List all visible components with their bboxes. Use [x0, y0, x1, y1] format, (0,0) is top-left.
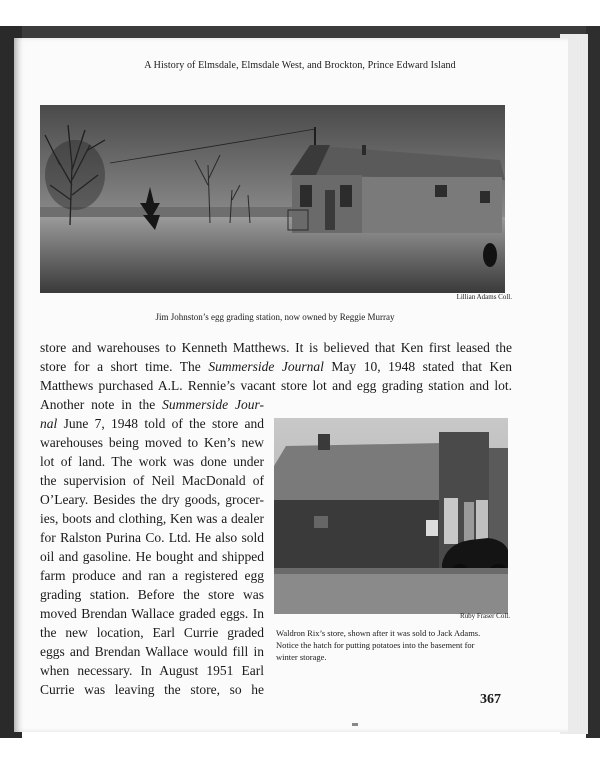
body-text-line: the supervision of Neil MacDonald of: [40, 473, 264, 488]
body-text-line: eggs and Brendan Wallace would fill in: [40, 644, 264, 659]
body-text-line: oil and gasoline. He bought and shipped: [40, 549, 264, 564]
body-text-line: O’Leary. Besides the dry goods, grocer-: [40, 492, 264, 507]
body-text-line: Currie was leaving the store, so he: [40, 682, 264, 697]
egg-grading-station-photo: [40, 105, 505, 293]
text-span: Another note in the: [40, 397, 163, 412]
photo-credit: Lillian Adams Coll.: [456, 293, 512, 301]
newspaper-title: nal: [40, 416, 58, 431]
page-number: 367: [480, 692, 501, 707]
newspaper-title: Summerside Jour-: [162, 397, 264, 412]
photo-caption-line: Notice the hatch for putting potatoes into the basement for: [276, 640, 475, 650]
text-span: Matthews purchased A.L. Rennie’s vacant store lot and egg grading station and lot.: [40, 378, 512, 393]
body-text-line: when necessary. In August 1951 Earl: [40, 663, 264, 678]
scan-bottom-margin: [0, 738, 600, 761]
text-span: May 10, 1948 stated that Ken: [323, 359, 512, 374]
egg-grading-station-photo-image: [40, 105, 505, 293]
photo-caption-line: Waldron Rix’s store, shown after it was sold to Jack Adams.: [276, 628, 481, 638]
text-span: June 7, 1948 told of the store and: [57, 416, 264, 431]
body-text-line: [40, 395, 264, 415]
rix-store-photo-image: [274, 418, 508, 614]
running-head: A History of Elmsdale, Elmsdale West, and Brockton, Prince Edward Island: [144, 60, 456, 71]
body-text-line: [40, 414, 264, 434]
body-text-line: grading station. Before the store was: [40, 587, 264, 602]
body-text-line: the new location, Earl Currie graded: [40, 625, 264, 640]
photo-caption-line: winter storage.: [276, 652, 327, 662]
book-cover-edge-right: [586, 26, 600, 738]
body-text-line: lot of land. The work was done under: [40, 454, 264, 469]
body-text-line: for Ralston Purina Co. Ltd. He also sold: [40, 530, 264, 545]
newspaper-title: Summerside Journal: [208, 359, 324, 374]
body-text-line: [40, 338, 512, 358]
scan-speck: [352, 723, 358, 726]
photo-credit: Ruby Fraser Coll.: [460, 612, 510, 620]
body-text-line: [40, 357, 512, 377]
body-text-line: [40, 376, 512, 396]
body-text-line: moved Brendan Wallace graded eggs. In: [40, 606, 264, 621]
body-text-line: ies, boots and clothing, Ken was a dealer: [40, 511, 264, 526]
body-text-line: warehouses being moved to Ken’s new: [40, 435, 264, 450]
text-span: store and warehouses to Kenneth Matthews. It is believed that Ken first leased the: [40, 340, 512, 355]
body-text-line: farm produce and ran a registered egg: [40, 568, 264, 583]
photo-caption: Jim Johnston’s egg grading station, now owned by Reggie Murray: [155, 312, 395, 322]
text-span: store for a short time. The: [40, 359, 209, 374]
rix-store-photo: [274, 418, 508, 614]
